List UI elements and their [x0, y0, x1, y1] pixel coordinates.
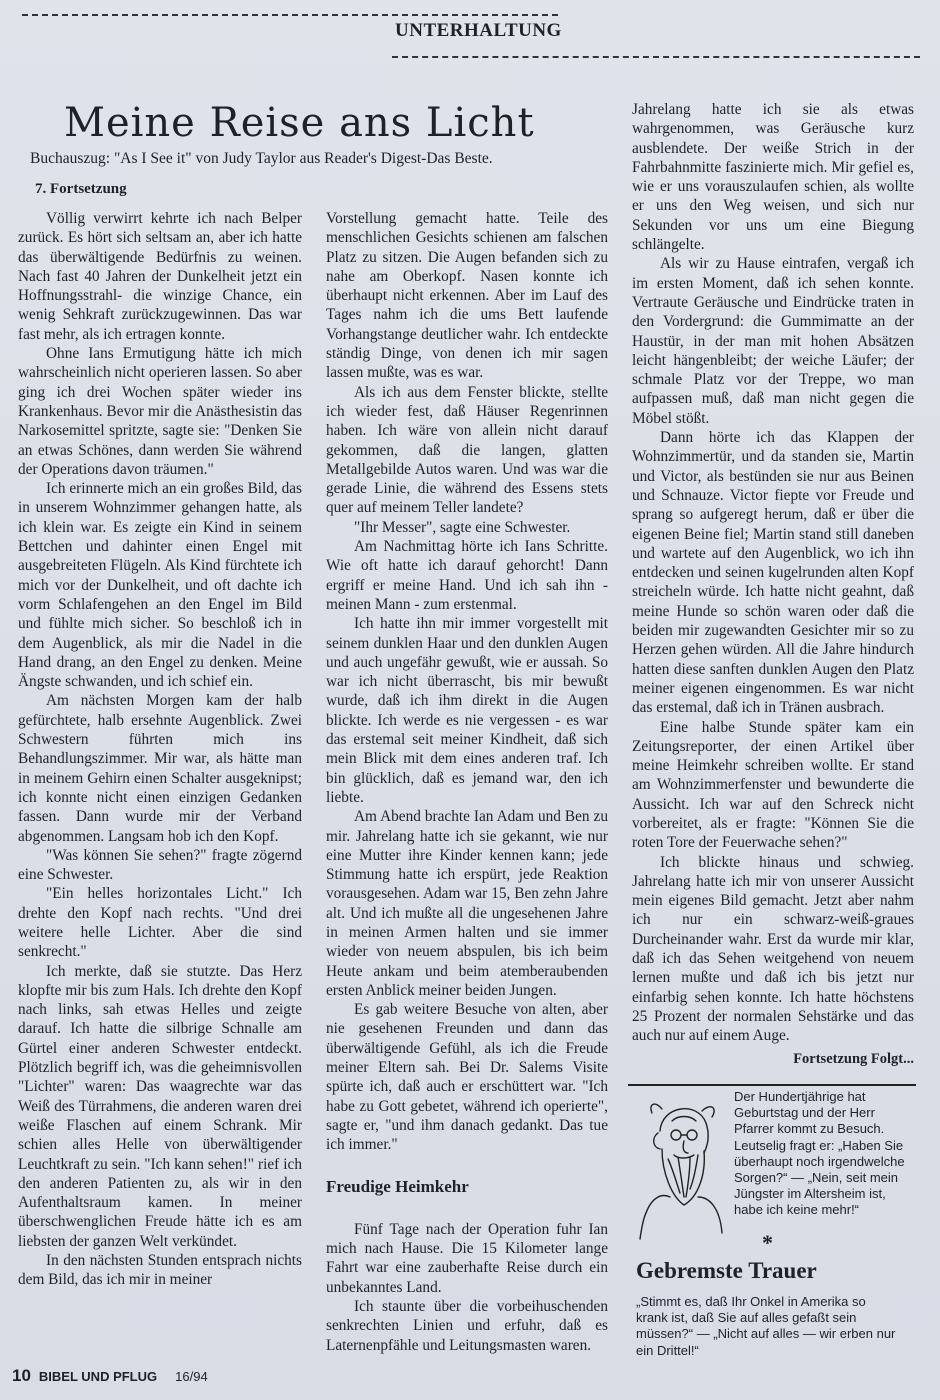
paragraph: Ohne Ians Ermutigung hätte ich mich wahrscheinlich nicht operieren lassen. So aber ging ich drei Wochen später wieder ins Krankenhaus. Bevor mir die Anästhesistin das Narkosemittel spritzte, sagte sie: "Denken Sie an etwas Schönes, dann werden Sie während der Operations davon träumen." — [18, 345, 302, 478]
old-man-illustration — [632, 1093, 728, 1241]
paragraph: Völlig verwirrt kehrte ich nach Belper zurück. Es hört sich seltsam an, aber ich hatte das überwältigende Bedürfnis zu weinen. Nach fast 40 Jahren der Dunkelheit jetzt ein Hoffnungsstrahl- die winzige Chance, ein wenig Sehkraft zurückzugewinnen. Das war fast mehr, als ich ertragen konnte. — [18, 210, 302, 343]
header-rule-right — [392, 56, 920, 58]
paragraph: Vorstellung gemacht hatte. Teile des menschlichen Gesichts schienen am falschen Platz zu sitzen. Die Augen befanden sich zu nahe am Oberkopf. Nasen konnte ich überhaupt nicht erkennen. Aber im Lauf des Tages nahm ich die ums Bett laufende Vorhangstange deutlicher wahr. Ich entdeckte ständig Dinge, von denen ich mir sagen lassen mußte, was es war. — [326, 210, 608, 382]
episode-label: 7. Fortsetzung — [35, 181, 127, 197]
paragraph: "Ihr Messer", sagte eine Schwester. — [354, 518, 571, 536]
page-number: 10 — [12, 1366, 31, 1385]
paragraph: In den nächsten Stunden entsprach nichts dem Bild, das ich mir in meiner — [18, 1252, 302, 1289]
issue-number: 16/94 — [175, 1369, 208, 1384]
paragraph: Ich blickte hinaus und schwieg. Jahrelang hatte ich mir von unserer Aussicht mein eigenes Bild gemacht. Jetzt aber nahm ich nur ein schwarz-weiß-graues Durcheinander wahr. Erst da wurde mir klar, daß ich das Sehen weitgehend von neuem lernen mußte und daß ich bis jetzt nur einfarbig sehen konnte. Ich hatte höchstens 25 Prozent der normalen Sehstärke und das auch nur auf einem Auge. — [632, 853, 914, 1045]
page-footer — [12, 1366, 208, 1386]
paragraph: Fünf Tage nach der Operation fuhr Ian mich nach Hause. Die 15 Kilometer lange Fahrt war eine zauberhafte Reise durch ein unbekanntes Land. — [326, 1220, 608, 1296]
publication-name: BIBEL UND PFLUG — [38, 1369, 158, 1384]
joke-box-rule — [628, 1084, 916, 1086]
paragraph: Als ich aus dem Fenster blickte, stellte ich wieder fest, daß Häuser Regenrinnen haben. Ich wäre von allein nicht darauf gekommen, daß die langen, glatten Metallgebilde Autos waren. Und was war die gerade Linie, die während des Essens stets quer auf meinem Teller landete? — [326, 383, 608, 517]
paragraph: Jahrelang hatte ich sie als etwas wahrgenommen, was Geräusche kurz ausblendete. Der weiße Strich in der Fahrbahnmitte faszinierte mich. Mir gefiel es, wie er uns vorauszulaufen schien, als wollte er uns den Weg weisen, und sich nur Sekunden vor uns um eine Biegung schlängelte. — [632, 101, 914, 254]
paragraph: Ich merkte, daß sie stutzte. Das Herz klopfte mir bis zum Hals. Ich drehte den Kopf nach links, sah etwas Helles und zeigte darauf. Ich hatte die silbrige Schnalle am Gürtel einer anderen Schwester entdeckt. Plötzlich begriff ich, was die geheimnisvollen "Lichter" waren: Das waagrechte war das Weiß des Türrahmens, die anderen waren drei weiße Flaschen auf einem Schrank. Mir schien alles Helle von überwältigender Leuchtkraft zu sein. "Ich kann sehen!" rief ich den anderen Patienten zu, als wir in den Aufenthaltsraum kamen. In meiner überschwenglichen Freude hätte ich es am liebsten der ganzen Welt verkündet. — [18, 962, 302, 1250]
paragraph: Es gab weitere Besuche von alten, aber nie gesehenen Freunden und dann das überwältigende Gefühl, als ich die Freude meiner Eltern sah. Bei Dr. Salems Visite spürte ich, daß auch er erschüttert war. "Ich habe zu Gott gebetet, während ich operierte", sagte er, "und ihm danach gedankt. Das tue ich immer." — [326, 1001, 608, 1154]
paragraph: Ich staunte über die vorbeihuschenden senkrechten Linien und erfuhr, daß es Laternenpfähle und Leitungsmasten waren. — [326, 1298, 608, 1354]
paragraph: "Was können Sie sehen?" fragte zögernd eine Schwester. — [18, 846, 302, 884]
subheading: Freudige Heimkehr — [326, 1176, 469, 1196]
section-heading: UNTERHALTUNG — [395, 20, 562, 41]
paragraph: Ich hatte ihn mir immer vorgestellt mit seinem dunklen Haar und den dunklen Augen und auch ungefähr gewußt, wie er aussah. So war ich nicht überrascht, bis mir bewußt wurde, daß ich ihm direkt in die Augen blickte. Ich werde es nie vergessen - es war das erstemal seit meiner Kindheit, daß sich mein Blick mit dem eines anderen traf. Ich bin glücklich, daß es jemand war, den ich liebte. — [326, 615, 608, 806]
article-column-1 — [18, 209, 302, 1290]
paragraph: Eine halbe Stunde später kam ein Zeitungsreporter, der einen Artikel über meine Heimkehr schreiben wollte. Er stand am Wohnzimmerfenster und bewunderte die Aussicht. Ich war auf den Schreck nicht vorbereitet, als er fragte: "Können Sie die roten Tore der Feuerwache sehen?" — [632, 718, 914, 852]
article-column-2 — [326, 209, 608, 1355]
joke-text: Der Hundertjährige hat Geburtstag und der Herr Pfarrer kommt zu Besuch. Leutselig fragt er: „Haben Sie überhaupt noch irgendwelche Sorgen?“ — „Nein, seit mein Jüngster im Altersheim ist, habe ich keine mehr!“ — [734, 1089, 905, 1218]
paragraph: Dann hörte ich das Klappen der Wohnzimmertür, und da standen sie, Martin und Victor, als bestünden sie nur aus Beinen und Schnauze. Victor fiepte vor Freude und sprang so aufgeregt herum, daß er über die eigenen Beine fiel; Martin stand still daneben und wartete auf den Augenblick, wo ich ihn entdecken und seinen kugelrunden alten Kopf streicheln würde. Ich hatte nicht geahnt, daß meine Hunde so schön waren oder daß die beiden mir zugewandten Gesichter mir so zu Herzen gehen würden. All die Jahre hindurch hatten diese sanften dunklen Augen den Platz meiner eigenen eingenommen. Es war nicht das erstemal, daß ich in Tränen ausbrach. — [632, 429, 914, 717]
paragraph: Am Nachmittag hörte ich Ians Schritte. Wie oft hatte ich darauf gehorcht! Dann ergriff er meine Hand. Und ich sah ihn - meinen Mann - zum erstenmal. — [326, 538, 608, 613]
joke-box — [632, 1089, 916, 1247]
article-title: Meine Reise ans Licht — [64, 100, 535, 146]
paragraph: "Ein helles horizontales Licht." Ich drehte den Kopf nach rechts. "Und drei weitere helle Lichter. Aber die sind senkrecht." — [18, 885, 302, 961]
paragraph: Als wir zu Hause eintrafen, vergaß ich im ersten Moment, daß ich sehen konnte. Vertraute Geräusche und Eindrücke traten in den Vordergrund: die Gummimatte an der Haustür, in der man mit hohen Absätzen leicht hängenbleibt; der weiche Läufer; der schmale Platz vor der Treppe, wo man aufpassen muß, daß man nicht gegen die Möbel stößt. — [632, 255, 914, 427]
article-column-3 — [632, 100, 914, 1069]
box-text: „Stimmt es, daß Ihr Onkel in Amerika so krank ist, daß Sie auf alles gefaßt sein müssen?“ — „Nicht auf alles — wir erben nur ein Drittel!“ — [636, 1294, 896, 1358]
paragraph: Am Abend brachte Ian Adam und Ben zu mir. Jahrelang hatte ich sie gekannt, wie nur eine Mutter ihre Kinder kennen kann; jede Stimmung hatte ich erspürt, jede Reaktion vorausgesehen. Adam war 15, Ben zehn Jahre alt. Und ich mußte all die ungesehenen Jahre in meinen Armen halten und sie immer wieder von neuem abspulen, bis ich beim Heute ankam und beim atemberaubenden ersten Anblick meiner beiden Jungen. — [326, 808, 608, 999]
article-subtitle: Buchauszug: "As I See it" von Judy Taylor aus Reader's Digest-Das Beste. — [30, 150, 493, 167]
paragraph: Am nächsten Morgen kam der halb gefürchtete, halb ersehnte Augenblick. Zwei Schwestern führten mich ins Behandlungszimmer. Mir war, als hätte man in meinem Gehirn einen Schalter ausgeknipst; ich konnte nicht einen einzigen Gedanken fassen. Dann wurde mir der Verband abgenommen. Langsam hob ich den Kopf. — [18, 692, 302, 845]
box-title: Gebremste Trauer — [636, 1258, 817, 1283]
continued-label: Fortsetzung Folgt... — [793, 1050, 914, 1067]
header-rule-left — [22, 14, 558, 16]
separator-star: * — [762, 1230, 773, 1255]
paragraph: Ich erinnerte mich an ein großes Bild, das in unserem Wohnzimmer gehangen hatte, als ich klein war. Es zeigte ein Kind in seinem Bettchen und dahinter einen Engel mit ausgebreiteten Flügeln. Als Kind fürchtete ich mich vor der Dunkelheit, und oft dachte ich vorm Schlafengehen an den Engel im Bild und fühlte mich sicher. So beschloß ich in dem Augenblick, als mir die Nadel in die Hand drang, an den Engel zu denken. Meine Ängste schwanden, und ich schief ein. — [18, 480, 302, 691]
